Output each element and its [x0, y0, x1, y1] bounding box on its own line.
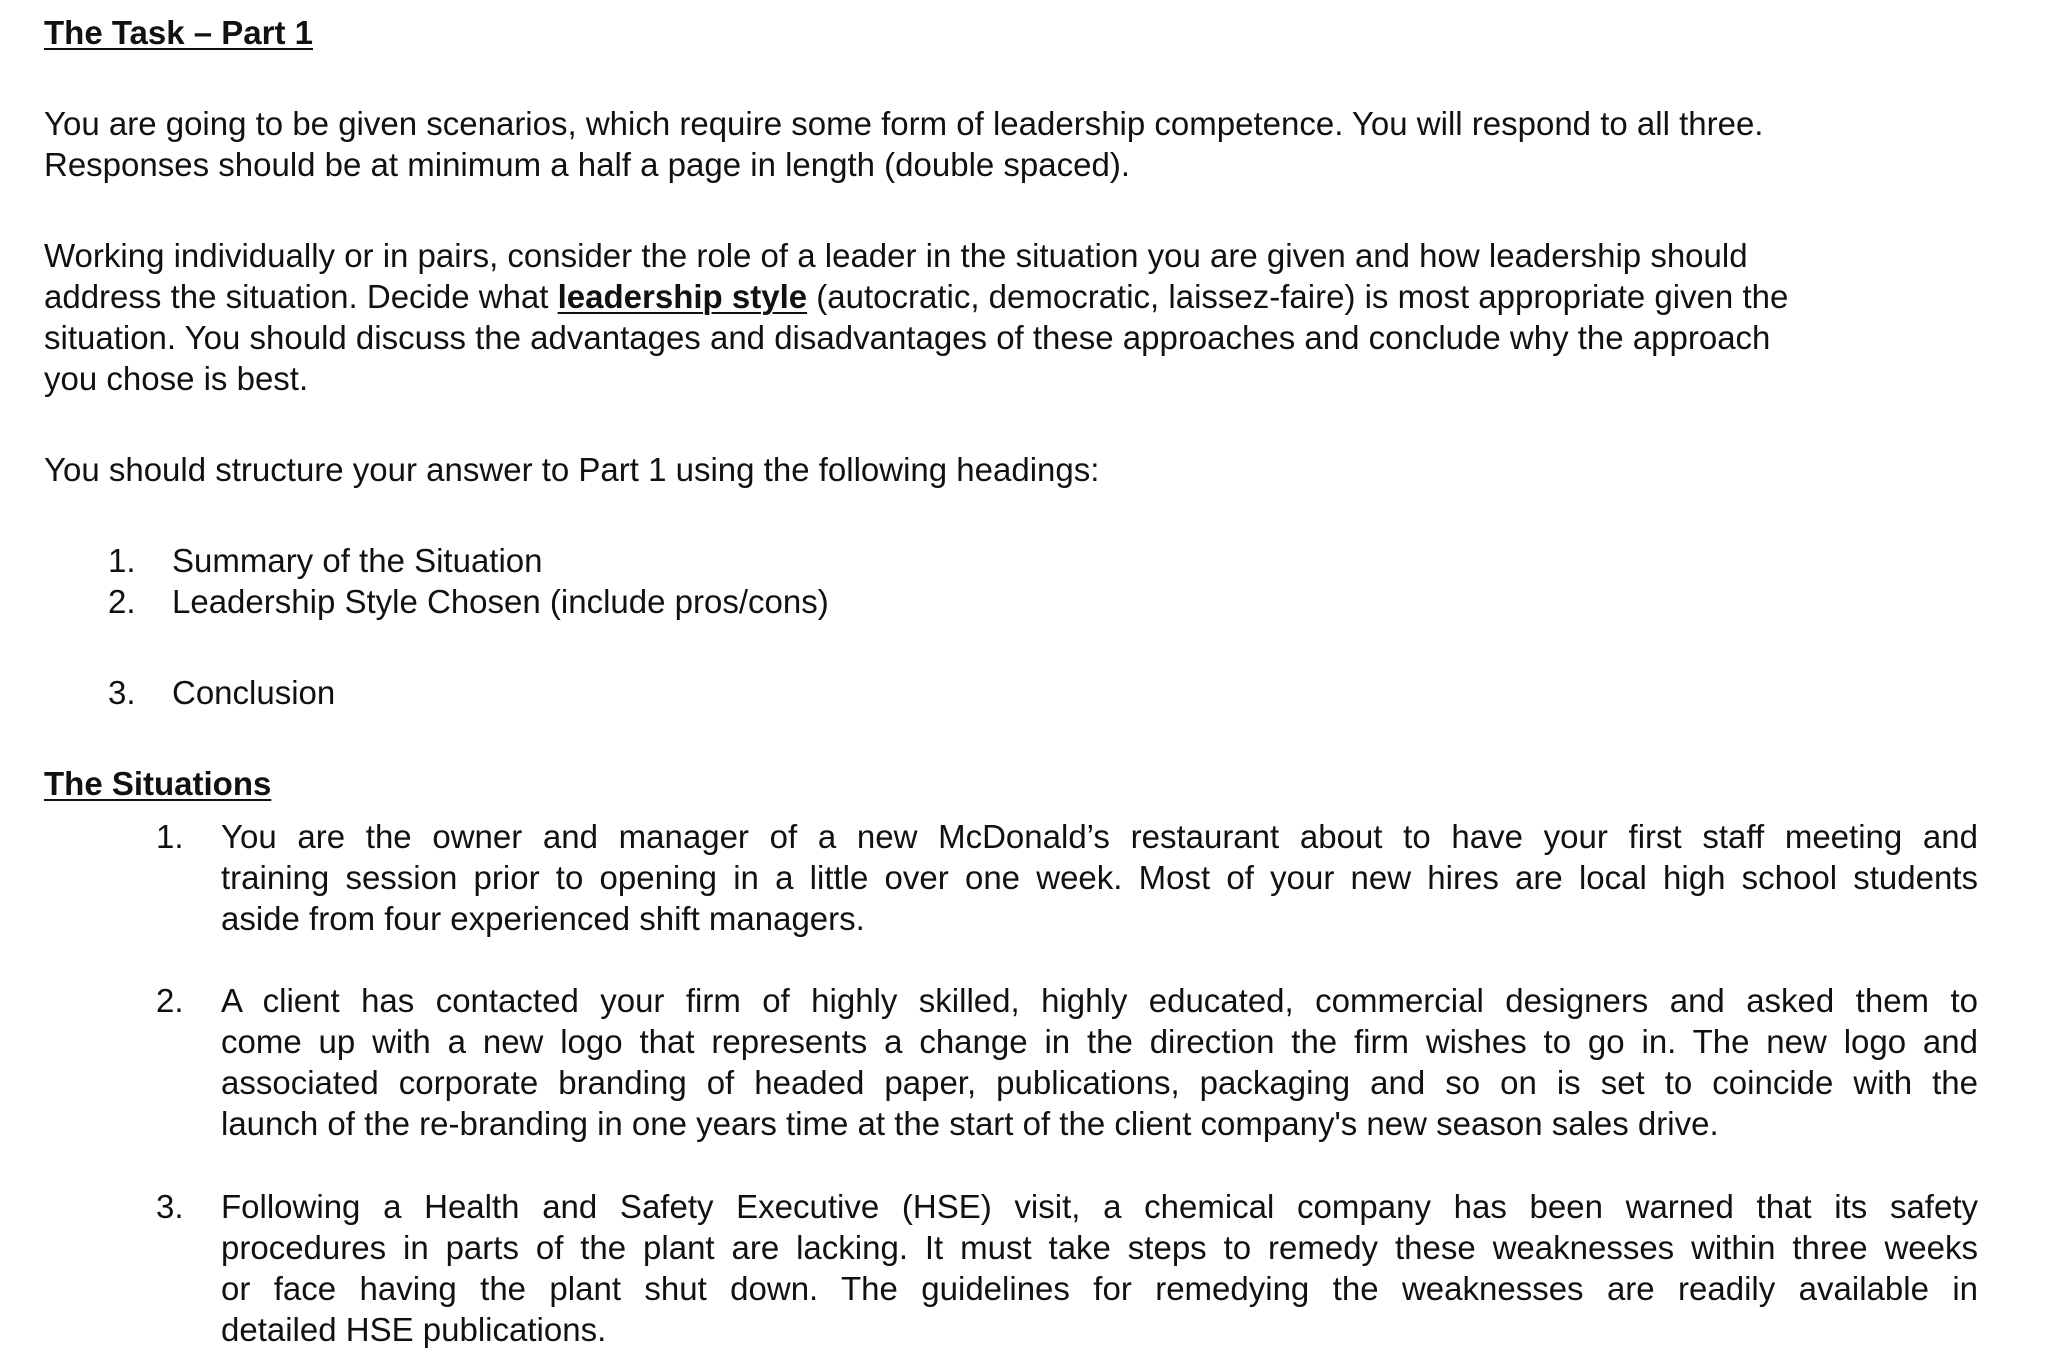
situation-text [221, 980, 1978, 1144]
situation-number: 2. [156, 982, 184, 1019]
situation-line: training session prior to opening in a little over one week. Most of your new hires are local high school students [221, 859, 1978, 896]
list-text: Summary of the Situation [172, 542, 543, 579]
situation-line: Following a Health and Safety Executive (HSE) visit, a chemical company has been warned that its safety [221, 1188, 1978, 1225]
intro-paragraph [44, 103, 2004, 185]
situation-line: A client has contacted your firm of highly skilled, highly educated, commercial designers and asked them to [221, 982, 1978, 1019]
situation-line: come up with a new logo that represents a change in the direction the firm wishes to go in. The new logo and [221, 1023, 1978, 1060]
instructions-text: address the situation. Decide what [44, 278, 558, 315]
list-number: 2. [108, 583, 136, 620]
instructions-line: you chose is best. [44, 360, 309, 397]
situation-text [221, 816, 1978, 939]
list-text: Conclusion [172, 674, 336, 711]
instructions-line [44, 276, 2004, 317]
list-number: 1. [108, 542, 136, 579]
situation-line: procedures in parts of the plant are lacking. It must take steps to remedy these weaknesses within three weeks [221, 1229, 1978, 1266]
list-number: 3. [108, 674, 136, 711]
instructions-text: (autocratic, democratic, laissez-faire) is most appropriate given the [807, 278, 1789, 315]
situation-number: 3. [156, 1188, 184, 1225]
intro-line: Responses should be at minimum a half a page in length (double spaced). [44, 146, 1131, 183]
situation-line: aside from four experienced shift managers. [221, 900, 865, 937]
instructions-line: Working individually or in pairs, consider the role of a leader in the situation you are given and how leadership should [44, 237, 1748, 274]
situations-heading: The Situations [44, 765, 272, 802]
situation-line: detailed HSE publications. [221, 1311, 607, 1348]
task-heading: The Task – Part 1 [44, 14, 314, 51]
structure-paragraph [44, 449, 2004, 490]
instructions-line: situation. You should discuss the advantages and disadvantages of these approaches and conclude why the approach [44, 319, 1771, 356]
leadership-style-emphasis: leadership style [557, 278, 808, 315]
structure-line: You should structure your answer to Part 1 using the following headings: [44, 451, 1100, 488]
situation-line: You are the owner and manager of a new McDonald’s restaurant about to have your first staff meeting and [221, 818, 1978, 855]
instructions-paragraph [44, 235, 2004, 399]
list-text: Leadership Style Chosen (include pros/cons) [172, 583, 829, 620]
situation-line: or face having the plant shut down. The guidelines for remedying the weaknesses are readily available in [221, 1270, 1978, 1307]
situation-line: launch of the re-branding in one years time at the start of the client company's new season sales drive. [221, 1105, 1719, 1142]
situation-number: 1. [156, 818, 184, 855]
situation-text [221, 1186, 1978, 1350]
situation-line: associated corporate branding of headed paper, publications, packaging and so on is set to coincide with the [221, 1064, 1978, 1101]
intro-line: You are going to be given scenarios, which require some form of leadership competence. You will respond to all three. [44, 105, 1764, 142]
